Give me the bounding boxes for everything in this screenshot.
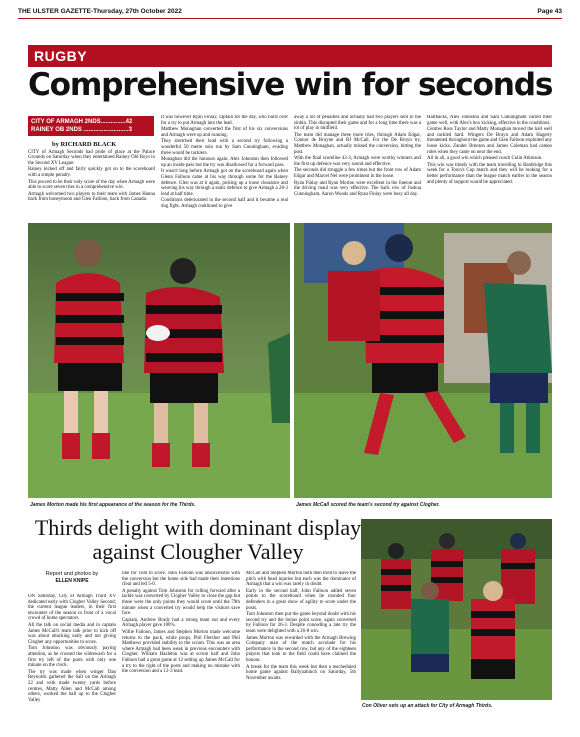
paragraph: Tom Johnston then put the game beyond doubt with his second try and the bonus point score, again converted by Falloon for 26-3. Despite conceding a late try the team were delighted with a 26-8 win. [246,612,356,634]
story1-column-2 [161,115,288,219]
paper-date: THE ULSTER GAZETTE-Thursday, 27th October 2022 [18,7,182,15]
story1-column-3 [294,115,421,219]
paragraph: away a lot of penalties and actually had two players sent to the sinbin. This disrupted their game and for a long time there was a lot of play in midfield. [294,115,421,132]
paragraph: All in all, a good win which pleased coach Colin Atkinson. [427,156,543,162]
paragraph: Conditions deteriorated in the second half and it became a real dog fight. Armagh continued to give [161,198,288,209]
story2-byline [28,571,116,585]
paragraph: Centres Ross Taylor and Matty Monaghan moved the ball well and tackled hard. Wingers De Bruyn and Adam Hagerty threatened throughout the game and Glen Falloon exploited any loose kicks. Zander Brenton and James Coleman had cameo roles when they came on near the end. [427,127,552,155]
paragraph: Captain, Andrew Brady had a strong team out and every Armagh player gave 100%. [122,617,240,629]
paragraph: They stretched their lead with a second try following a wonderful 50 metre solo run by Sam Cunningham, evading three would be tacklers. [161,139,288,156]
paragraph: The team did manage three more tries, through Adam Edgar, Connor de Bruyne and RJ McCall. For the De Bruyn try, Matthew Monaghan, actually missed the conversion, hitting the post. [294,132,421,155]
paragraph: James Morton was rewarded with the Armagh Brewing Company man of the match accolade for his performance in the second row, but any of the eighteen players that took to the field could have claimed the honour. [246,635,356,663]
paragraph: ON Saturday, City of Armagh Third XV dedicated early with Clogher Valley Second; the current league leaders, in their first encounter of the season in front of a vocal crowd of home spectators. [28,594,116,622]
paragraph: Tom Johnston was obviously paying attention, as he crossed the whitewash for a first try left of the posts with only one minute on the clock. [28,646,116,669]
paragraph: Early in the second half, John Falloon added seven points to the scoreboard when he rounded four defenders in a great show of agility to score under the posts. [246,588,356,611]
section-label: RUGBY [28,45,552,67]
paragraph: This proved to be their only score of the day when Armagh were able to score seven tries in a comprehensive win. [28,179,155,191]
photo-james-mccall [294,223,552,498]
paragraph: Halfbacks, Alex Johnston and Sam Cunningham varied their game well, with Alex's box kicking, effective in the conditions. [427,115,552,126]
story1-column-4 [427,115,552,219]
score-line-home: CITY OF ARMAGH 2NDS...............42 [31,119,133,125]
photo-con-oliver [361,519,552,700]
paragraph: McCall and Stephen Morton both then tried to leave the pitch with head injuries but each was the dominator of Armagh that a win was rarely in doubt. [246,571,356,588]
story1-byline: by RICHARD BLACK [52,141,117,148]
paragraph: A break for the team this week but then a rescheduled home game against Ballynahinch on Saturday, 5th November awaits. [246,664,356,681]
paragraph: line for Tom to score. John Falloon was unsuccessful with the conversion but the home side had made their intentions clear and led 5-0. [122,571,240,588]
paragraph: It was however Ryan Finlay, captain for the day, who burst over for a try to put Armagh into the lead. [161,115,288,126]
score-line-away: RAINEY OB 2NDS ...........................3 [31,127,132,133]
paragraph: The try was made when winger Dan Reynolds gathered the ball on the Armagh 22 and with made twenty yards before centres, Matty Allen and McCall among others, worked the ball up to the Clogher Valley [28,669,116,703]
caption-right: James McCall scored the team's second try against Clogher. [296,502,440,508]
caption-bottom: Con Oliver sets up an attack for City of Armagh Thirds. [362,703,493,709]
paragraph: A penalty against Tom Johnston for rolling forward after a tackle was converted by Clogher Valley to close the gap but those were the only points they would score until the 79th minute when a converted try would help the visitors save face. [122,588,240,617]
story2-column-3 [246,571,356,706]
main-headline: Comprehensive win for seconds [28,67,552,103]
paragraph: This win was timely with the team travelling to Banbridge this week for a Town's Cup match and they will be looking for a better performance than the league match earlier in the season and plenty of support would be appreciated. [427,162,552,185]
paragraph: Matthew Monaghan converted the first of his six conversions and Armagh were up and running. [161,127,288,138]
page-number: Page 43 [537,7,562,15]
story2-headline: Thirds delight with dominant display against Clougher Valley [34,515,362,564]
paragraph: Ryan Finlay and Ryan Morton were excellent in the lineout and the driving maul was very effective. The back row of Joshua Cunningham, Aaron Woods and Ryan Finlay were busy all day. [294,180,421,197]
paragraph: CITY of Armagh Seconds had pride of place at the Palace Grounds on Saturday when they entertained Rainey Old Boys in the Second XV League. [28,149,155,166]
paragraph: It wasn't long before Armagh got on the scoreboard again when Glenn Falloon came at his way through some for the Rainey defence. Glen was at it again, picking up a loose clearance and weaving his way through a static defence to give Armagh a 28-3 lead at half time. [161,169,288,197]
paragraph: Armagh welcomed two players to their team with James Hanna back from honeymoon and Glen Falloon, back from Canada. [28,191,155,203]
paragraph: Willie Falloon, James and Stephen Morton made welcome returns to the pack, while props, Phil Fletcher and Phil Matthews provided stability to the scrum. This was an area where Armagh had been weak in previous encounters with Clogher. William Hazleton was at scrum half and John Falloon had a great game at 12 setting up James McCall for a try to the right of the posts and making no mistake with the conversion and a 12-3 lead. [122,629,240,675]
paragraph: With the final scoreline 42-3, Armagh were worthy winners and the first up defence was very sound and effective. [294,156,421,167]
score-box [28,116,154,136]
photo-james-morton [28,223,290,498]
story2-author: ELLEN KNIPE [55,578,89,584]
masthead [18,5,562,17]
paragraph: Monaghan did the honours again. Alex Johnston then followed up an inside pass but the try was disallowed for a forward pass. [161,157,288,168]
photo-illustration [294,223,552,498]
paragraph: The seconds did struggle a few times but the front row of Adam Edgar and Marcel Nel were prominent in the loose. [294,168,421,179]
story2-column-2 [122,571,240,706]
photo-illustration [28,223,290,498]
paragraph: All the talk on social media and in captain James McCall's team talk prior to kick off was about attacking early and not giving Clogher any opportunities to score. [28,622,116,645]
story2-column-1 [28,594,116,706]
caption-left: James Morton made his first appearance of the season for the Thirds. [30,502,196,508]
paragraph: Rainey kicked off and fairly quickly got on to the scoreboard with a simple penalty. [28,167,155,178]
report-credit: Report and photos by [45,571,99,577]
top-rule [18,18,562,19]
photo-illustration [361,519,552,700]
